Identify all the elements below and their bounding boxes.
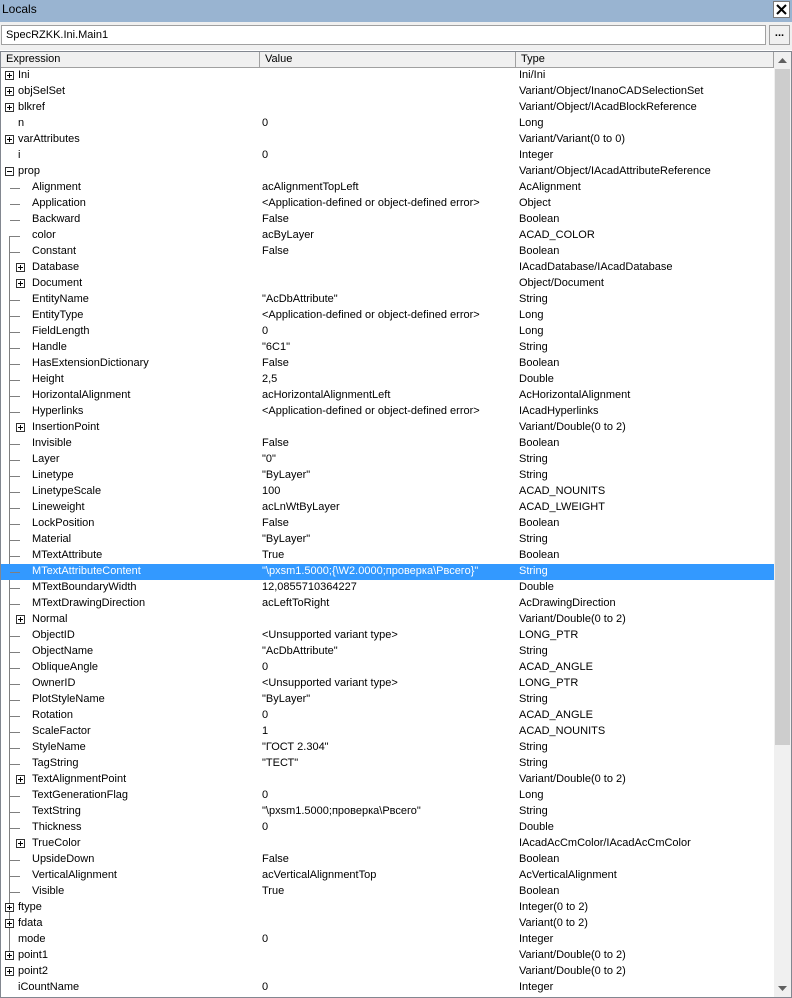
tree-branch-line bbox=[10, 860, 20, 861]
expression-cell: VerticalAlignment bbox=[32, 869, 117, 881]
type-cell: ACAD_NOUNITS bbox=[519, 485, 606, 497]
type-cell: Variant/Double(0 to 2) bbox=[519, 421, 626, 433]
type-cell: String bbox=[519, 645, 548, 657]
expression-cell: HasExtensionDictionary bbox=[32, 357, 149, 369]
table-row[interactable] bbox=[1, 372, 774, 388]
type-cell: Object bbox=[519, 197, 551, 209]
tree-branch-line bbox=[10, 380, 20, 381]
expression-cell: OwnerID bbox=[32, 677, 76, 689]
value-cell: "AcDbAttribute" bbox=[262, 645, 338, 657]
tree-branch-line bbox=[10, 684, 20, 685]
value-cell: False bbox=[262, 437, 289, 449]
rows-container bbox=[1, 68, 774, 996]
expand-icon[interactable] bbox=[5, 71, 14, 80]
table-row[interactable] bbox=[1, 708, 774, 724]
column-header bbox=[1, 52, 774, 68]
expression-cell: HorizontalAlignment bbox=[32, 389, 131, 401]
expression-cell: EntityName bbox=[32, 293, 89, 305]
title-bar bbox=[0, 0, 792, 22]
type-cell: Integer bbox=[519, 149, 554, 161]
value-cell: 12,0855710364227 bbox=[262, 581, 357, 593]
value-cell: acVerticalAlignmentTop bbox=[262, 869, 377, 881]
expression-cell: LockPosition bbox=[32, 517, 95, 529]
expression-cell: Database bbox=[32, 261, 80, 273]
table-row[interactable] bbox=[1, 356, 774, 372]
expand-icon[interactable] bbox=[5, 951, 14, 960]
type-cell: Boolean bbox=[519, 853, 560, 865]
value-cell: "ТЕСТ" bbox=[262, 757, 299, 769]
tree-branch-line bbox=[10, 540, 20, 541]
table-row[interactable] bbox=[1, 660, 774, 676]
type-cell: Variant/Double(0 to 2) bbox=[519, 949, 626, 961]
table-row[interactable] bbox=[1, 692, 774, 708]
expression-cell: Visible bbox=[32, 885, 65, 897]
locals-list[interactable] bbox=[0, 51, 792, 998]
table-row[interactable] bbox=[1, 68, 774, 84]
table-row[interactable] bbox=[1, 676, 774, 692]
type-cell: Boolean bbox=[519, 549, 560, 561]
expand-icon[interactable] bbox=[5, 919, 14, 928]
table-row[interactable] bbox=[1, 580, 774, 596]
table-row[interactable] bbox=[1, 900, 774, 916]
expression-cell: point2 bbox=[18, 965, 48, 977]
tree-branch-line bbox=[10, 188, 20, 189]
expression-cell: MTextDrawingDirection bbox=[32, 597, 146, 609]
tree-branch-line bbox=[10, 412, 20, 413]
table-row[interactable] bbox=[1, 484, 774, 500]
value-cell: acByLayer bbox=[262, 229, 314, 241]
expression-cell: color bbox=[32, 229, 56, 241]
tree-branch-line bbox=[10, 668, 20, 669]
table-row[interactable] bbox=[1, 276, 774, 292]
value-cell: "ByLayer" bbox=[262, 469, 311, 481]
value-cell: "ByLayer" bbox=[262, 693, 311, 705]
value-cell: acHorizontalAlignmentLeft bbox=[262, 389, 391, 401]
expression-cell: Normal bbox=[32, 613, 68, 625]
expression-cell: PlotStyleName bbox=[32, 693, 105, 705]
value-cell: 1 bbox=[262, 725, 269, 737]
table-row[interactable] bbox=[1, 420, 774, 436]
expression-cell: FieldLength bbox=[32, 325, 90, 337]
tree-branch-line bbox=[10, 892, 20, 893]
type-cell: Boolean bbox=[519, 885, 560, 897]
expression-cell: ObjectName bbox=[32, 645, 94, 657]
table-row[interactable] bbox=[1, 548, 774, 564]
tree-branch-line bbox=[10, 796, 20, 797]
table-row[interactable] bbox=[1, 756, 774, 772]
value-cell: acLeftToRight bbox=[262, 597, 330, 609]
expression-cell: n bbox=[18, 117, 25, 129]
type-cell: AcAlignment bbox=[519, 181, 581, 193]
type-cell: Object/Document bbox=[519, 277, 604, 289]
type-cell: IAcadAcCmColor/IAcadAcCmColor bbox=[519, 837, 691, 849]
type-cell: ACAD_ANGLE bbox=[519, 709, 593, 721]
type-cell: IAcadDatabase/IAcadDatabase bbox=[519, 261, 673, 273]
table-row[interactable] bbox=[1, 260, 774, 276]
collapse-icon[interactable] bbox=[5, 167, 14, 176]
table-row[interactable] bbox=[1, 388, 774, 404]
tree-branch-line bbox=[10, 364, 20, 365]
tree-branch-line bbox=[10, 876, 20, 877]
type-cell: IAcadHyperlinks bbox=[519, 405, 599, 417]
type-cell: Integer bbox=[519, 933, 554, 945]
value-cell: 0 bbox=[262, 821, 269, 833]
type-cell: Long bbox=[519, 789, 544, 801]
table-row[interactable] bbox=[1, 612, 774, 628]
type-cell: AcDrawingDirection bbox=[519, 597, 616, 609]
tree-branch-line bbox=[10, 572, 20, 573]
type-cell: Boolean bbox=[519, 517, 560, 529]
expression-cell: TextAlignmentPoint bbox=[32, 773, 127, 785]
value-cell: True bbox=[262, 885, 285, 897]
table-row[interactable] bbox=[1, 100, 774, 116]
expression-cell: StyleName bbox=[32, 741, 86, 753]
tree-branch-line bbox=[10, 460, 20, 461]
table-row[interactable] bbox=[1, 788, 774, 804]
expression-cell: blkref bbox=[18, 101, 45, 113]
arrow-up-icon bbox=[778, 58, 787, 63]
value-cell: 0 bbox=[262, 149, 269, 161]
window-title: Locals bbox=[2, 2, 37, 16]
type-cell: String bbox=[519, 469, 548, 481]
table-row[interactable] bbox=[1, 228, 774, 244]
type-cell: Double bbox=[519, 581, 554, 593]
expression-cell: MTextAttributeContent bbox=[32, 565, 141, 577]
type-cell: Boolean bbox=[519, 437, 560, 449]
value-cell: 0 bbox=[262, 981, 269, 993]
type-cell: Variant/Double(0 to 2) bbox=[519, 773, 626, 785]
expression-cell: prop bbox=[18, 165, 41, 177]
table-row[interactable] bbox=[1, 180, 774, 196]
table-row[interactable] bbox=[1, 980, 774, 996]
expression-cell: Thickness bbox=[32, 821, 82, 833]
value-cell: "ByLayer" bbox=[262, 533, 311, 545]
expression-cell: TextGenerationFlag bbox=[32, 789, 128, 801]
type-cell: String bbox=[519, 453, 548, 465]
tree-branch-line bbox=[10, 348, 20, 349]
expression-cell: Layer bbox=[32, 453, 60, 465]
tree-branch-line bbox=[10, 236, 20, 237]
type-cell: String bbox=[519, 741, 548, 753]
value-cell: 2,5 bbox=[262, 373, 278, 385]
tree-branch-line bbox=[10, 732, 20, 733]
tree-branch-line bbox=[10, 524, 20, 525]
expression-cell: Document bbox=[32, 277, 83, 289]
value-cell: False bbox=[262, 357, 289, 369]
table-row[interactable] bbox=[1, 436, 774, 452]
value-cell: <Application-defined or object-defined error> bbox=[262, 197, 480, 209]
expression-cell: mode bbox=[18, 933, 46, 945]
value-cell: True bbox=[262, 549, 285, 561]
type-cell: Long bbox=[519, 309, 544, 321]
expression-cell: UpsideDown bbox=[32, 853, 95, 865]
tree-branch-line bbox=[10, 828, 20, 829]
expression-cell: iCountName bbox=[18, 981, 80, 993]
value-cell: acLnWtByLayer bbox=[262, 501, 340, 513]
tree-branch-line bbox=[10, 252, 20, 253]
value-cell: False bbox=[262, 853, 289, 865]
expression-cell: LinetypeScale bbox=[32, 485, 102, 497]
value-cell: 0 bbox=[262, 789, 269, 801]
table-row[interactable] bbox=[1, 772, 774, 788]
type-cell: Variant(0 to 2) bbox=[519, 917, 588, 929]
expression-cell: Invisible bbox=[32, 437, 72, 449]
type-cell: Variant/Object/InanoCADSelectionSet bbox=[519, 85, 704, 97]
table-row[interactable] bbox=[1, 164, 774, 180]
type-cell: Ini/Ini bbox=[519, 69, 546, 81]
type-cell: String bbox=[519, 341, 548, 353]
value-cell: 0 bbox=[262, 709, 269, 721]
call-context-field[interactable] bbox=[1, 25, 766, 45]
expression-cell: TagString bbox=[32, 757, 79, 769]
type-cell: Integer bbox=[519, 981, 554, 993]
expression-cell: Constant bbox=[32, 245, 77, 257]
expression-cell: Ini bbox=[18, 69, 30, 81]
type-cell: Double bbox=[519, 373, 554, 385]
value-cell: "6C1" bbox=[262, 341, 290, 353]
expand-icon[interactable] bbox=[5, 903, 14, 912]
type-cell: String bbox=[519, 533, 548, 545]
tree-branch-line bbox=[10, 476, 20, 477]
table-row[interactable] bbox=[1, 868, 774, 884]
expression-cell: ObliqueAngle bbox=[32, 661, 99, 673]
type-cell: AcVerticalAlignment bbox=[519, 869, 617, 881]
expression-cell: objSelSet bbox=[18, 85, 66, 97]
tree-branch-line bbox=[10, 812, 20, 813]
table-row[interactable] bbox=[1, 948, 774, 964]
expression-cell: MTextBoundaryWidth bbox=[32, 581, 137, 593]
type-cell: String bbox=[519, 293, 548, 305]
table-row[interactable] bbox=[1, 724, 774, 740]
value-cell: False bbox=[262, 517, 289, 529]
expression-cell: Hyperlinks bbox=[32, 405, 84, 417]
value-cell: 0 bbox=[262, 117, 269, 129]
tree-branch-line bbox=[10, 492, 20, 493]
value-cell: <Application-defined or object-defined error> bbox=[262, 405, 480, 417]
header-value[interactable]: Value bbox=[260, 52, 516, 67]
expression-cell: Linetype bbox=[32, 469, 74, 481]
expression-cell: i bbox=[18, 149, 21, 161]
expression-cell: InsertionPoint bbox=[32, 421, 100, 433]
value-cell: <Unsupported variant type> bbox=[262, 629, 398, 641]
value-cell: "0" bbox=[262, 453, 276, 465]
type-cell: Long bbox=[519, 117, 544, 129]
type-cell: ACAD_ANGLE bbox=[519, 661, 593, 673]
type-cell: Boolean bbox=[519, 245, 560, 257]
table-row[interactable] bbox=[1, 84, 774, 100]
expression-cell: Material bbox=[32, 533, 72, 545]
value-cell: "ГОСТ 2.304" bbox=[262, 741, 329, 753]
table-row[interactable] bbox=[1, 404, 774, 420]
table-row[interactable] bbox=[1, 932, 774, 948]
table-row[interactable] bbox=[1, 740, 774, 756]
table-row[interactable] bbox=[1, 148, 774, 164]
tree-branch-line bbox=[10, 220, 20, 221]
value-cell: 0 bbox=[262, 325, 269, 337]
expression-cell: Height bbox=[32, 373, 64, 385]
expression-cell: Application bbox=[32, 197, 86, 209]
table-row[interactable] bbox=[1, 500, 774, 516]
close-icon bbox=[775, 3, 788, 16]
expression-cell: ScaleFactor bbox=[32, 725, 91, 737]
type-cell: String bbox=[519, 565, 548, 577]
tree-branch-line bbox=[10, 332, 20, 333]
type-cell: LONG_PTR bbox=[519, 629, 579, 641]
expand-icon[interactable] bbox=[16, 839, 25, 848]
type-cell: Variant/Object/IAcadAttributeReference bbox=[519, 165, 711, 177]
value-cell: "\pxsm1.5000;проверка\Pвсего" bbox=[262, 805, 421, 817]
type-cell: String bbox=[519, 693, 548, 705]
type-cell: Integer(0 to 2) bbox=[519, 901, 589, 913]
table-row[interactable] bbox=[1, 532, 774, 548]
scroll-up-button[interactable] bbox=[774, 52, 791, 69]
tree-branch-line bbox=[10, 300, 20, 301]
tree-branch-line bbox=[10, 588, 20, 589]
arrow-down-icon bbox=[778, 986, 787, 991]
table-row[interactable] bbox=[1, 884, 774, 900]
tree-branch-line bbox=[10, 748, 20, 749]
tree-branch-line bbox=[10, 700, 20, 701]
table-row[interactable] bbox=[1, 244, 774, 260]
value-cell: "\pxsm1.5000;{\W2.0000;проверка\Pвсего}" bbox=[262, 565, 479, 577]
value-cell: <Application-defined or object-defined error> bbox=[262, 309, 480, 321]
type-cell: ACAD_NOUNITS bbox=[519, 725, 606, 737]
expression-cell: MTextAttribute bbox=[32, 549, 103, 561]
expand-icon[interactable] bbox=[5, 135, 14, 144]
table-row[interactable] bbox=[1, 196, 774, 212]
table-row[interactable] bbox=[1, 628, 774, 644]
type-cell: ACAD_LWEIGHT bbox=[519, 501, 605, 513]
type-cell: Double bbox=[519, 821, 554, 833]
table-row[interactable] bbox=[1, 916, 774, 932]
type-cell: Boolean bbox=[519, 357, 560, 369]
type-cell: AcHorizontalAlignment bbox=[519, 389, 631, 401]
expand-icon[interactable] bbox=[5, 87, 14, 96]
value-cell: 0 bbox=[262, 661, 269, 673]
vertical-scrollbar[interactable] bbox=[774, 52, 791, 997]
tree-branch-line bbox=[10, 508, 20, 509]
expand-icon[interactable] bbox=[16, 279, 25, 288]
table-row[interactable] bbox=[1, 468, 774, 484]
expression-cell: Alignment bbox=[32, 181, 81, 193]
expression-cell: TextString bbox=[32, 805, 81, 817]
value-cell: False bbox=[262, 245, 289, 257]
tree-branch-line bbox=[10, 652, 20, 653]
expression-cell: ObjectID bbox=[32, 629, 75, 641]
header-type[interactable]: Type bbox=[516, 52, 774, 67]
table-row[interactable] bbox=[1, 564, 774, 580]
table-row[interactable] bbox=[1, 596, 774, 612]
table-row[interactable] bbox=[1, 836, 774, 852]
table-row[interactable] bbox=[1, 308, 774, 324]
table-row[interactable] bbox=[1, 324, 774, 340]
header-expression[interactable]: Expression bbox=[1, 52, 260, 67]
table-row[interactable] bbox=[1, 516, 774, 532]
tree-branch-line bbox=[10, 316, 20, 317]
value-cell: acAlignmentTopLeft bbox=[262, 181, 359, 193]
table-row[interactable] bbox=[1, 452, 774, 468]
table-row[interactable] bbox=[1, 820, 774, 836]
expression-cell: varAttributes bbox=[18, 133, 80, 145]
expand-icon[interactable] bbox=[16, 423, 25, 432]
table-row[interactable] bbox=[1, 644, 774, 660]
expression-cell: TrueColor bbox=[32, 837, 81, 849]
expression-cell: Lineweight bbox=[32, 501, 85, 513]
value-cell: False bbox=[262, 213, 289, 225]
value-cell: 0 bbox=[262, 933, 269, 945]
expression-cell: Rotation bbox=[32, 709, 73, 721]
scroll-thumb[interactable] bbox=[775, 69, 790, 745]
type-cell: Variant/Double(0 to 2) bbox=[519, 965, 626, 977]
tree-branch-line bbox=[10, 396, 20, 397]
type-cell: Variant/Object/IAcadBlockReference bbox=[519, 101, 697, 113]
table-row[interactable] bbox=[1, 964, 774, 980]
close-button[interactable] bbox=[773, 1, 790, 18]
tree-branch-line bbox=[10, 716, 20, 717]
expand-icon[interactable] bbox=[5, 967, 14, 976]
expression-cell: Handle bbox=[32, 341, 67, 353]
type-cell: Boolean bbox=[519, 213, 560, 225]
table-row[interactable] bbox=[1, 804, 774, 820]
table-row[interactable] bbox=[1, 132, 774, 148]
table-row[interactable] bbox=[1, 340, 774, 356]
expand-icon[interactable] bbox=[5, 103, 14, 112]
table-row[interactable] bbox=[1, 292, 774, 308]
expression-cell: point1 bbox=[18, 949, 48, 961]
type-cell: Variant/Double(0 to 2) bbox=[519, 613, 626, 625]
call-stack-button[interactable]: ... bbox=[769, 25, 790, 45]
expression-cell: fdata bbox=[18, 917, 43, 929]
type-cell: String bbox=[519, 757, 548, 769]
expression-cell: ftype bbox=[18, 901, 42, 913]
expand-icon[interactable] bbox=[16, 775, 25, 784]
type-cell: Variant/Variant(0 to 0) bbox=[519, 133, 625, 145]
type-cell: LONG_PTR bbox=[519, 677, 579, 689]
scroll-down-button[interactable] bbox=[774, 980, 791, 997]
tree-branch-line bbox=[10, 204, 20, 205]
call-context-label: SpecRZKK.Ini.Main1 bbox=[6, 29, 109, 41]
context-bar bbox=[0, 22, 792, 50]
expression-cell: Backward bbox=[32, 213, 81, 225]
expand-icon[interactable] bbox=[16, 263, 25, 272]
type-cell: Long bbox=[519, 325, 544, 337]
table-row[interactable] bbox=[1, 852, 774, 868]
expression-cell: EntityType bbox=[32, 309, 84, 321]
value-cell: "AcDbAttribute" bbox=[262, 293, 338, 305]
expand-icon[interactable] bbox=[16, 615, 25, 624]
table-row[interactable] bbox=[1, 116, 774, 132]
table-row[interactable] bbox=[1, 212, 774, 228]
tree-branch-line bbox=[10, 444, 20, 445]
tree-branch-line bbox=[10, 636, 20, 637]
tree-branch-line bbox=[10, 556, 20, 557]
value-cell: <Unsupported variant type> bbox=[262, 677, 398, 689]
type-cell: ACAD_COLOR bbox=[519, 229, 595, 241]
type-cell: String bbox=[519, 805, 548, 817]
tree-branch-line bbox=[10, 604, 20, 605]
tree-branch-line bbox=[10, 764, 20, 765]
value-cell: 100 bbox=[262, 485, 281, 497]
